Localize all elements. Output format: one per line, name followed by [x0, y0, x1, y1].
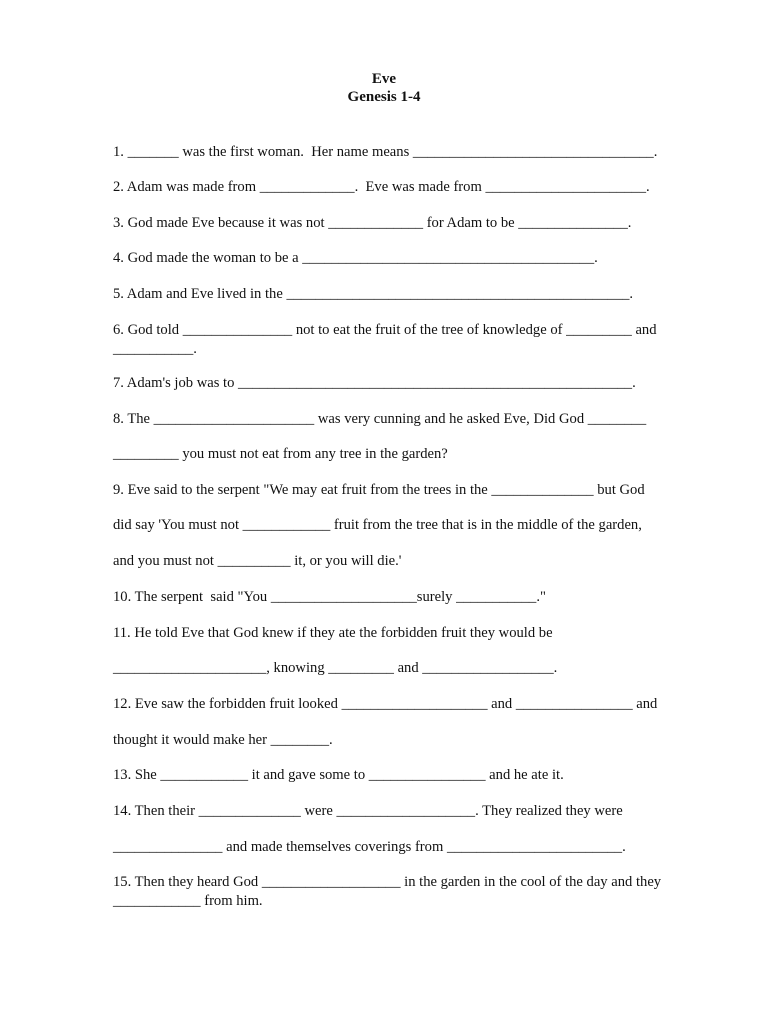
question-7: 7. Adam's job was to ______________________________________________________.: [113, 375, 636, 391]
question-14: 14. Then their ______________ were ___________________. They realized they were: [113, 803, 623, 819]
question-1: 1. _______ was the first woman. Her name means _________________________________.: [113, 144, 658, 160]
question-9: 9. Eve said to the serpent "We may eat fruit from the trees in the ______________ but God: [113, 482, 645, 498]
question-14-continued: _______________ and made themselves coverings from ________________________.: [113, 839, 626, 855]
question-11-continued: _____________________, knowing _________ and __________________.: [113, 660, 558, 676]
question-15-continued: ____________ from him.: [113, 893, 263, 909]
title-block: [0, 70, 768, 106]
question-4: 4. God made the woman to be a ________________________________________.: [113, 250, 598, 266]
worksheet-title: Eve: [371, 71, 397, 87]
question-9-continued: did say 'You must not ____________ fruit from the tree that is in the middle of the garden,: [113, 517, 642, 533]
question-11: 11. He told Eve that God knew if they ate the forbidden fruit they would be: [113, 625, 553, 641]
question-2: 2. Adam was made from _____________. Eve was made from ______________________.: [113, 179, 650, 195]
question-13: 13. She ____________ it and gave some to ________________ and he ate it.: [113, 767, 564, 783]
question-10: 10. The serpent said "You ____________________surely ___________.": [113, 589, 546, 605]
question-6: 6. God told _______________ not to eat the fruit of the tree of knowledge of _________ and: [113, 322, 657, 338]
question-9-continued-2: and you must not __________ it, or you will die.': [113, 553, 402, 569]
worksheet-subtitle: Genesis 1-4: [347, 89, 421, 105]
question-12-continued: thought it would make her ________.: [113, 732, 333, 748]
question-5: 5. Adam and Eve lived in the _______________________________________________.: [113, 286, 634, 302]
question-8: 8. The ______________________ was very cunning and he asked Eve, Did God ________: [113, 411, 647, 427]
question-8-continued: _________ you must not eat from any tree in the garden?: [113, 446, 448, 462]
question-15: 15. Then they heard God ___________________ in the garden in the cool of the day and they: [113, 874, 662, 890]
question-3: 3. God made Eve because it was not _____________ for Adam to be _______________.: [113, 215, 632, 231]
question-6-continued: ___________.: [113, 341, 197, 357]
question-12: 12. Eve saw the forbidden fruit looked ____________________ and ________________ and: [113, 696, 658, 712]
